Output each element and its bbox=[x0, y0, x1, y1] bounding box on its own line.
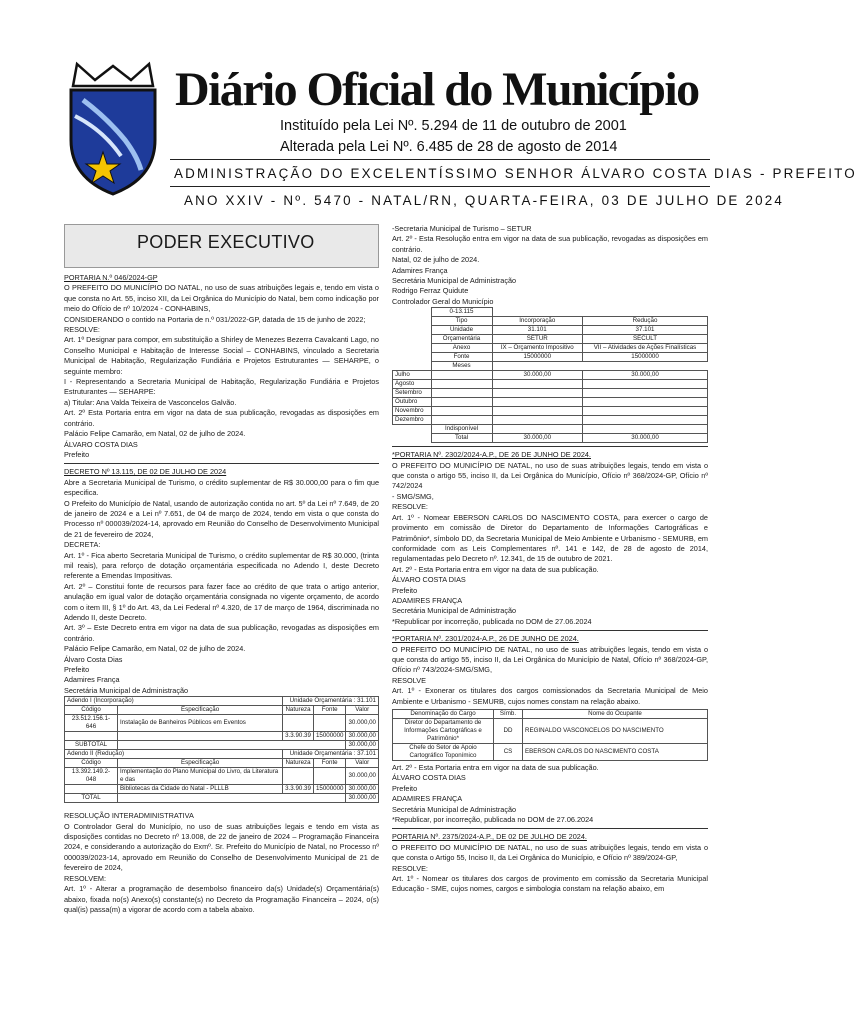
table-cell: Redução bbox=[583, 317, 708, 326]
table-cell bbox=[65, 785, 118, 794]
paragraph: Secretária Municipal de Administração bbox=[392, 606, 517, 616]
paragraph: Prefeito bbox=[64, 449, 90, 459]
paragraph: Álvaro Costa Dias bbox=[64, 654, 123, 664]
table-cell bbox=[118, 732, 283, 741]
paragraph: Rodrigo Ferraz Quidute bbox=[392, 286, 469, 296]
paragraph: I - Representando a Secretaria Municipal de Habitação, Regularização Fundiária e Projetos Estruturantes — SEHARPE: bbox=[64, 377, 379, 397]
paragraph: Art. 1º - Nomear os titulares dos cargos de provimento em comissão da Secretaria Municipal Educação - SME, cujos nomes, cargos e simbologia constam na relação abaixo, em bbox=[392, 874, 708, 894]
table-cell: 0-13.115 bbox=[431, 308, 492, 317]
administration-line: ADMINISTRAÇÃO DO EXCELENTÍSSIMO SENHOR ÁLVARO COSTA DIAS - PREFEITO bbox=[174, 166, 857, 181]
paragraph: Art. 2º - Esta Resolução entra em vigor na data de sua publicação, revogadas as disposições em contrário. bbox=[392, 234, 708, 254]
table-cell: Fonte bbox=[313, 759, 346, 768]
section-divider bbox=[64, 463, 379, 464]
paragraph: Art. 1º - Alterar a programação de desembolso financeiro da(s) Unidade(s) Orçamentária(s) abaixo, fixada no(s) Anexo(s) constante(s) no Decreto da Programação Financeira – 2024, o(s) qual(is) passa(m) a vigorar de acordo com a tabela abaixo. bbox=[64, 884, 379, 914]
portaria-title: PORTARIA N.º 046/2024-GP bbox=[64, 273, 158, 282]
paragraph: Secretária Municipal de Administração bbox=[392, 804, 517, 814]
table-cell: Implementação do Plano Municipal do Livro, da Literatura e das bbox=[118, 768, 283, 785]
table-cell: 37.101 bbox=[583, 326, 708, 335]
table-cell: Nome do Ocupante bbox=[523, 710, 708, 719]
header-divider bbox=[170, 186, 710, 187]
header-divider bbox=[170, 159, 710, 160]
table-cell: Adendo II (Redução) bbox=[65, 750, 283, 759]
table-cell: Instalação de Banheiros Públicos em Eventos bbox=[118, 715, 283, 732]
table-cell: Código bbox=[65, 706, 118, 715]
table-cell: Fonte bbox=[431, 353, 492, 362]
paragraph: Controlador Geral do Município bbox=[392, 296, 494, 306]
section-divider bbox=[392, 828, 708, 829]
paragraph: Art. 2º – Constitui fonte de recursos para fazer face ao crédito de que trata o artigo anterior, anulação em igual valor de dotação orçamentária consignada no vigente orçamento, de acordo com o item III, § 1º do Art. 43, da Lei Federal nº 4.320, de 17 de março de 1964, discriminada no Adendo II, deste Decreto. bbox=[64, 581, 379, 622]
city-crest-emblem bbox=[63, 60, 173, 200]
paragraph: Secretária Municipal de Administração bbox=[64, 685, 189, 695]
paragraph: *Republicar por incorreção, publicada no DOM de 27.06.2024 bbox=[392, 616, 592, 626]
table-cell: Tipo bbox=[431, 317, 492, 326]
paragraph: a) Titular: Ana Valda Teixeira de Vasconcelos Galvão. bbox=[64, 397, 237, 407]
table-cell: Novembro bbox=[393, 407, 432, 416]
decreto-title: DECRETO Nº 13.115, DE 02 DE JULHO DE 2024 bbox=[64, 467, 227, 477]
edition-line: ANO XXIV - Nº. 5470 - NATAL/RN, QUARTA-FEIRA, 03 DE JULHO DE 2024 bbox=[184, 193, 785, 208]
table-cell: 15000000 bbox=[492, 353, 583, 362]
paragraph: O PREFEITO DO MUNICÍPIO DO NATAL, no uso de suas atribuições legais e, tendo em vista o que consta no Art. 55, inciso XII, da Lei Orgânica do Município do Natal, bem como indicação por meio do Ofício de nº 10/2024 - CONHABINS, bbox=[64, 283, 379, 314]
table-cell: Chefe do Setor de Apoio Cartográfico Toponímico bbox=[393, 744, 494, 761]
paragraph: RESOLVE: bbox=[392, 863, 428, 873]
table-cell: 30.000,00 bbox=[492, 371, 583, 380]
paragraph: Art. 1º - Exonerar os titulares dos cargos comissionados da Secretaria Municipal de Meio Ambiente e Urbanismo - SEMURB, cujos nomes constam na relação abaixo. bbox=[392, 686, 708, 706]
paragraph: ADAMIRES FRANÇA bbox=[392, 794, 463, 804]
table-cell: Adendo I (Incorporação) bbox=[65, 697, 283, 706]
paragraph: RESOLVEM: bbox=[64, 873, 107, 883]
paragraph: ÁLVARO COSTA DIAS bbox=[64, 439, 138, 449]
table-cell: Indisponível bbox=[431, 425, 492, 434]
newspaper-title: Diário Oficial do Município bbox=[175, 63, 699, 116]
table-cell: 15000000 bbox=[583, 353, 708, 362]
table-cell: VII – Atividades de Ações Finalísticas bbox=[583, 344, 708, 353]
table-cell: Denominação do Cargo bbox=[393, 710, 494, 719]
table-cell: 30.000,00 bbox=[346, 732, 379, 741]
table-cell: Valor bbox=[346, 706, 379, 715]
table-cell bbox=[313, 715, 346, 732]
portaria-title: *PORTARIA Nº. 2302/2024-A.P., DE 26 DE JUNHO DE 2024. bbox=[392, 450, 591, 460]
table-cell: 31.101 bbox=[492, 326, 583, 335]
table-cell: Símb. bbox=[494, 710, 523, 719]
table-cell: Natureza bbox=[283, 759, 314, 768]
table-cell: SECULT bbox=[583, 335, 708, 344]
paragraph: Adamires França bbox=[392, 265, 448, 275]
newspaper-page bbox=[60, 60, 857, 1024]
table-cell: 30.000,00 bbox=[583, 371, 708, 380]
paragraph: Abre a Secretaria Municipal de Turismo, o crédito suplementar de R$ 30.000,00 para o fim que especifica. bbox=[64, 477, 379, 498]
table-cell: Código bbox=[65, 759, 118, 768]
table-cell: 3.3.90.39 bbox=[283, 732, 314, 741]
left-column bbox=[64, 224, 379, 915]
law-creation-line: Instituído pela Lei Nº. 5.294 de 11 de outubro de 2001 bbox=[280, 118, 627, 134]
right-column bbox=[392, 224, 708, 895]
table-cell bbox=[118, 741, 346, 750]
paragraph: Prefeito bbox=[392, 783, 418, 793]
table-cell: TOTAL bbox=[65, 794, 118, 803]
table-cell: 13.392.149.2-048 bbox=[65, 768, 118, 785]
table-cell: 30.000,00 bbox=[492, 434, 583, 443]
paragraph: RESOLVE bbox=[392, 675, 426, 685]
paragraph: Art. 2º - Esta Portaria entra em vigor na data de sua publicação. bbox=[392, 564, 599, 574]
paragraph: O PREFEITO DO MUNICÍPIO DE NATAL, no uso de suas atribuições legais, tendo em vista o que consta do artigo 55, inciso II, da Lei Orgânica do Município de Natal, Ofício nº 368/2024-GP, Ofício nº 743/2024-SMG/SMG, bbox=[392, 644, 708, 675]
table-cell: Anexo bbox=[431, 344, 492, 353]
paragraph: Natal, 02 de julho de 2024. bbox=[392, 255, 480, 265]
section-title: PODER EXECUTIVO bbox=[137, 232, 315, 252]
table-cell: Bibliotecas da Cidade do Natal - PLLLB bbox=[118, 785, 283, 794]
table-cell: 30.000,00 bbox=[346, 768, 379, 785]
table-cell: SUBTOTAL bbox=[65, 741, 118, 750]
paragraph: Art. 2º Esta Portaria entra em vigor na data de sua publicação, revogadas as disposições em contrário. bbox=[64, 408, 379, 428]
table-cell: Unidade bbox=[431, 326, 492, 335]
table-cell: Especificação bbox=[118, 706, 283, 715]
table-cell: 30.000,00 bbox=[346, 741, 379, 750]
section-divider bbox=[392, 630, 708, 631]
law-amendment-line: Alterada pela Lei Nº. 6.485 de 28 de agosto de 2014 bbox=[280, 139, 618, 155]
table-cell: 23.512.156.1-646 bbox=[65, 715, 118, 732]
table-cell bbox=[65, 732, 118, 741]
paragraph: ÁLVARO COSTA DIAS bbox=[392, 773, 466, 783]
table-cell bbox=[118, 794, 346, 803]
table-cell: Unidade Orçamentária : 31.101 bbox=[283, 697, 379, 706]
table-cell: Total bbox=[431, 434, 492, 443]
table-cell: Dezembro bbox=[393, 416, 432, 425]
section-divider bbox=[392, 446, 708, 447]
adendo-table bbox=[64, 696, 379, 803]
table-cell: Especificação bbox=[118, 759, 283, 768]
paragraph: Palácio Felipe Camarão, em Natal, 02 de julho de 2024. bbox=[64, 429, 246, 439]
table-cell: SETUR bbox=[492, 335, 583, 344]
table-cell: CS bbox=[494, 744, 523, 761]
table-cell bbox=[283, 715, 314, 732]
table-cell: REGINALDO VASCONCELOS DO NASCIMENTO bbox=[523, 719, 708, 744]
financial-schedule-table bbox=[392, 307, 708, 443]
paragraph: RESOLVE: bbox=[64, 325, 100, 335]
paragraph: *Republicar, por incorreção, publicada no DOM de 27.06.2024 bbox=[392, 815, 594, 825]
paragraph: RESOLVE: bbox=[392, 502, 428, 512]
paragraph: O PREFEITO DO MUNICÍPIO DE NATAL, no uso de suas atribuições legais, tendo em vista o que consta o artigo 55, inciso II, da Lei Orgânica do Município, Ofício nº 368/2024-GP, Ofício nº 742/2024 bbox=[392, 460, 708, 491]
portaria-title: PORTARIA Nº. 2375/2024-A.P., DE 02 DE JULHO DE 2024. bbox=[392, 832, 587, 842]
table-cell: Meses bbox=[431, 362, 492, 371]
paragraph: Art. 3º – Este Decreto entra em vigor na data de sua publicação, revogadas as disposições em contrário. bbox=[64, 623, 379, 643]
paragraph: DECRETA: bbox=[64, 540, 101, 550]
table-cell: 15000000 bbox=[313, 785, 346, 794]
section-banner bbox=[64, 224, 379, 268]
paragraph: O PREFEITO DO MUNICÍPIO DE NATAL, no uso de suas atribuições legais, tendo em vista o que consta o Artigo 55, Inciso II, da Lei Orgânica do Município, e Ofício nº 389/2024-GP, bbox=[392, 842, 708, 863]
paragraph: -Secretaria Municipal de Turismo – SETUR bbox=[392, 224, 532, 233]
table-cell: 30.000,00 bbox=[583, 434, 708, 443]
table-cell: 30.000,00 bbox=[346, 785, 379, 794]
paragraph: Prefeito bbox=[64, 665, 90, 675]
table-cell: 30.000,00 bbox=[346, 715, 379, 732]
table-cell: Natureza bbox=[283, 706, 314, 715]
table-cell: Setembro bbox=[393, 389, 432, 398]
paragraph: CONSIDERANDO o contido na Portaria de n.º 031/2022-GP, datada de 15 de junho de 2022; bbox=[64, 314, 366, 324]
table-cell: Incorporação bbox=[492, 317, 583, 326]
table-cell: Valor bbox=[346, 759, 379, 768]
portaria-title: *PORTARIA Nº. 2301/2024-A.P., 26 DE JUNHO DE 2024. bbox=[392, 634, 579, 644]
paragraph: Adamires França bbox=[64, 675, 120, 685]
table-cell bbox=[313, 768, 346, 785]
paragraph: Palácio Felipe Camarão, em Natal, 02 de julho de 2024. bbox=[64, 644, 246, 654]
paragraph: Art. 1º - Fica aberto Secretaria Municipal de Turismo, o crédito suplementar de R$ 30.000, (trinta mil reais), para reforço de dotação orçamentária especificada no Adendo I, deste Decreto referente a Emendas Impositivas. bbox=[64, 550, 379, 581]
table-cell: Agosto bbox=[393, 380, 432, 389]
paragraph: ÁLVARO COSTA DIAS bbox=[392, 575, 466, 585]
table-cell: 30.000,00 bbox=[346, 794, 379, 803]
paragraph: Art. 2º - Esta Portaria entra em vigor na data de sua publicação. bbox=[392, 763, 599, 772]
table-cell: DD bbox=[494, 719, 523, 744]
table-cell: Julho bbox=[393, 371, 432, 380]
table-cell: IX – Orçamento Impositivo bbox=[492, 344, 583, 353]
table-cell: 15000000 bbox=[313, 732, 346, 741]
paragraph: O Controlador Geral do Município, no uso de suas atribuições legais e tendo em vista as disposições contidas no Decreto nº 13.008, de 22 de janeiro de 2024 – Programação Financeira 2024, e considerando a autorização do Exmº. Sr. Prefeito do Município de Natal, no Processo nº 000039/2023-14, aprovado em Reunião do Conselho de Desenvolvimento Municipal de 21 de fevereiro de 2024, bbox=[64, 821, 379, 873]
table-cell: Diretor do Departamento de Informações Cartográficas e Patrimônio* bbox=[393, 719, 494, 744]
table-cell: 3.3.90.39 bbox=[283, 785, 314, 794]
paragraph: Art. 1º Designar para compor, em substituição a Shirley de Menezes Bezerra Cavalcanti Lago, no Conselho Municipal e Habitação de Interesse Social – CONHABINS, vinculado a Secretaria Municipal de Habitação, Regularização Fundiária e Projetos Estruturantes — SEHARPE, o seguinte membro: bbox=[64, 335, 379, 376]
table-cell: Fonte bbox=[313, 706, 346, 715]
table-cell bbox=[283, 768, 314, 785]
paragraph: ADAMIRES FRANÇA bbox=[392, 595, 463, 605]
paragraph: Art. 1º - Nomear EBERSON CARLOS DO NASCIMENTO COSTA, para exercer o cargo de provimento em comissão de Diretor do Departamento de Informações Cartográficas e Patrimônio*, símbolo DD, da Secretaria Municipal de Meio Ambiente e Urbanismo - SEMURB, em conformidade com as Leis Complementares nº. 141 e 142, de 28 de agosto de 2014, regulamentadas pelo Decreto nº. 12.341, de 15 de outubro de 2021. bbox=[392, 512, 708, 564]
paragraph: Secretária Municipal de Administração bbox=[392, 276, 517, 286]
table-cell: Unidade Orçamentária : 37.101 bbox=[283, 750, 379, 759]
table-cell: Orçamentária bbox=[431, 335, 492, 344]
cargos-table bbox=[392, 709, 708, 761]
table-cell: Outubro bbox=[393, 398, 432, 407]
paragraph: - SMG/SMG, bbox=[392, 491, 434, 501]
paragraph: Prefeito bbox=[392, 585, 418, 595]
paragraph: O Prefeito do Município de Natal, usando de autorização contida no art. 5º da Lei nº 7.649, de 20 de janeiro de 2024 e a Lei nº 7.651, de 04 de março de 2024, tendo em vista o que consta do Processo nº 000039/2024-14, aprovado em Reunião do Conselho de Desenvolvimento Municipal de 21 de fevereiro de 2024, bbox=[64, 498, 379, 539]
table-cell: EBERSON CARLOS DO NASCIMENTO COSTA bbox=[523, 744, 708, 761]
table-cell bbox=[431, 371, 492, 380]
resolucao-title: RESOLUÇÃO INTERADMINISTRATIVA bbox=[64, 811, 194, 821]
